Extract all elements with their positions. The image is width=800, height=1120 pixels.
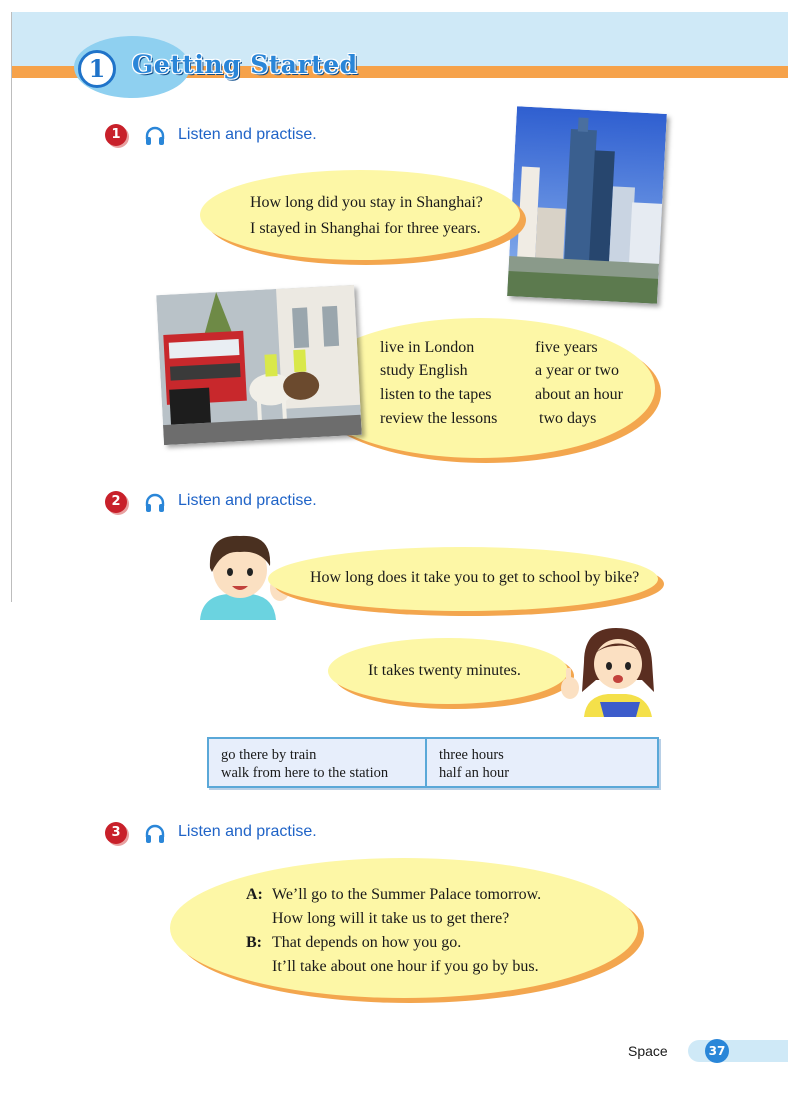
headphones-icon[interactable] xyxy=(144,492,166,514)
question-text: How long does it take you to get to school by bike? xyxy=(310,569,640,586)
shanghai-skyline-photo xyxy=(507,106,667,304)
girl-illustration xyxy=(556,622,668,717)
substitution-item: about an hour xyxy=(535,386,623,403)
headphones-icon[interactable] xyxy=(144,823,166,845)
table-column-left xyxy=(209,739,427,786)
section-number: 1 xyxy=(78,50,116,88)
substitution-item: live in London xyxy=(380,339,475,356)
table-cell: walk from here to the station xyxy=(221,765,389,781)
page-number: 37 xyxy=(705,1039,729,1063)
speaker-label: A: xyxy=(246,886,263,903)
dialogue-line: I stayed in Shanghai for three years. xyxy=(250,220,481,237)
substitution-item: a year or two xyxy=(535,362,619,379)
dialogue-bubble-1 xyxy=(200,170,520,260)
section-title: Getting Started xyxy=(132,50,358,79)
dialogue-line: That depends on how you go. xyxy=(272,934,462,951)
substitution-item: five years xyxy=(535,339,598,356)
exercise-1-number: 1 xyxy=(105,124,127,146)
page-number-band xyxy=(688,1040,788,1062)
speaker-label: B: xyxy=(246,934,262,951)
exercise-1-label: Listen and practise. xyxy=(178,126,317,143)
table-cell: go there by train xyxy=(221,747,317,763)
exercise-3-label: Listen and practise. xyxy=(178,823,317,840)
unit-name: Space xyxy=(628,1043,668,1059)
page-left-rule xyxy=(11,12,12,602)
exercise-3-number: 3 xyxy=(105,822,127,844)
substitution-table xyxy=(207,737,659,788)
table-cell: half an hour xyxy=(439,765,510,781)
substitution-item: review the lessons xyxy=(380,410,498,427)
table-cell: three hours xyxy=(439,747,504,763)
headphones-icon[interactable] xyxy=(144,125,166,147)
dialogue-line: How long will it take us to get there? xyxy=(272,910,510,927)
substitution-item: study English xyxy=(380,362,468,379)
exercise-2-number: 2 xyxy=(105,491,127,513)
dialogue-line: It’ll take about one hour if you go by bus. xyxy=(272,958,539,975)
table-column-right xyxy=(427,739,657,786)
answer-text: It takes twenty minutes. xyxy=(368,662,521,679)
exercise-2-label: Listen and practise. xyxy=(178,492,317,509)
london-street-photo xyxy=(156,285,362,445)
dialogue-line: We’ll go to the Summer Palace tomorrow. xyxy=(272,886,542,903)
substitution-item: two days xyxy=(539,410,597,427)
substitution-item: listen to the tapes xyxy=(380,386,492,403)
dialogue-bubble-3 xyxy=(170,858,638,998)
dialogue-line: How long did you stay in Shanghai? xyxy=(250,194,483,211)
